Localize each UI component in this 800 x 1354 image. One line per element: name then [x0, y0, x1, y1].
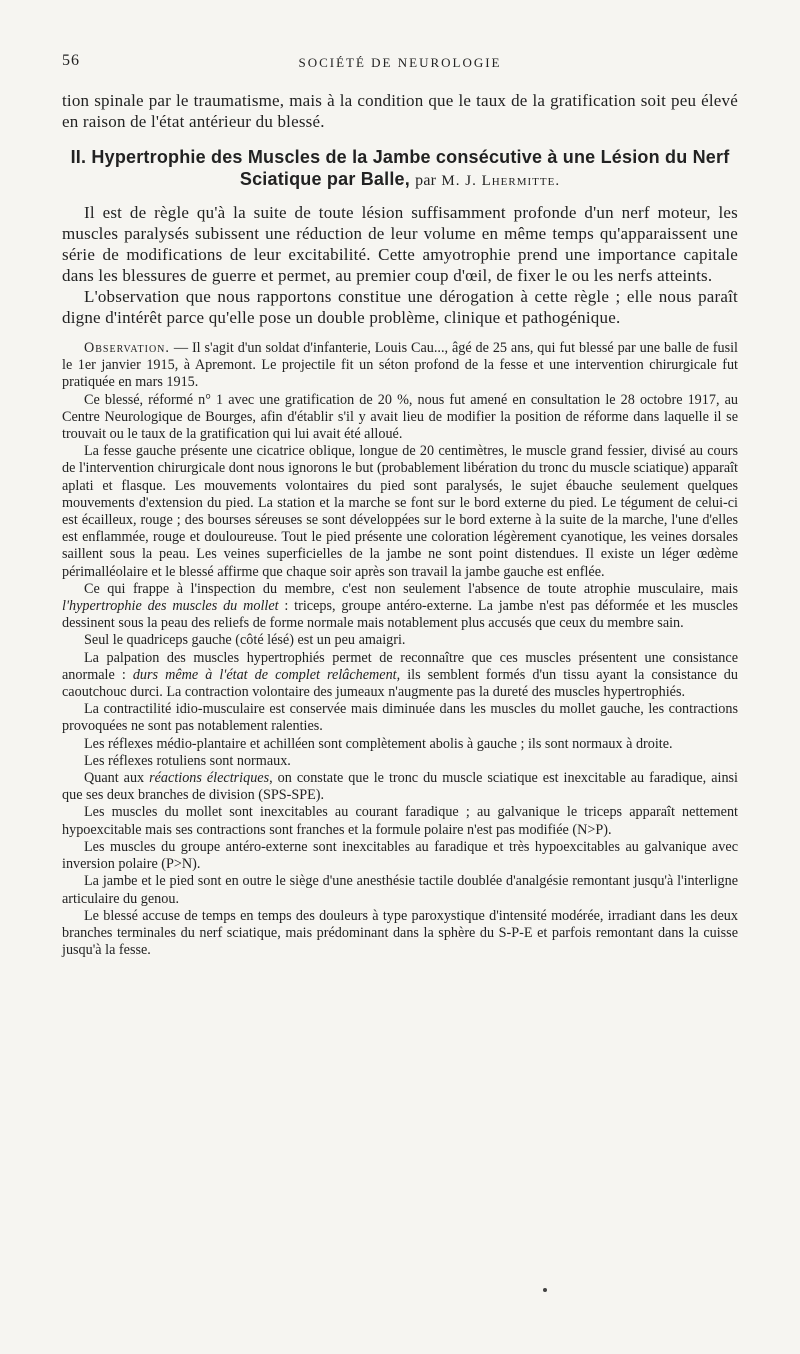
observation-paragraph [62, 650, 738, 702]
observation-paragraph: Seul le quadriceps gauche (côté lésé) est un peu amaigri. [84, 632, 406, 649]
observation-paragraph: Les réflexes médio-plantaire et achilléen sont complètement abolis à gauche ; ils sont normaux à droite. [84, 735, 673, 752]
intro-paragraph-2: L'observation que nous rapportons constitue une dérogation à cette règle ; elle nous paraît digne d'intérêt parce qu'elle pose un double problème, clinique et pathogénique. [62, 287, 738, 327]
observation-paragraph: La jambe et le pied sont en outre le siège d'une anesthésie tactile doublée d'analgésie remontant jusqu'à l'interligne articulaire du genou. [62, 873, 738, 907]
page-number: 56 [62, 52, 80, 69]
observation-text: — Il s'agit d'un soldat d'infanterie, Louis Cau..., âgé de 25 ans, qui fut blessé par une balle de fusil le 1er janvier 1915, à Apremont. Le projectile fit un séton profond de la fesse et une intervention chirurgicale fut pratiquée en mars 1915. [62, 340, 738, 391]
text-run: : triceps, groupe antéro-externe. La jambe n'est pas déformée et les muscles dessinent sous la peau des reliefs de forme normale mais notablement plus accusés que ceux du membre sain. [62, 598, 738, 632]
section-by: par [415, 172, 437, 189]
text-run: La palpation des muscles hypertrophiés permet de reconnaître que ces muscles présentent une consistance anormale : [62, 649, 738, 683]
text-run: , on constate que le tronc du muscle sciatique est inexcitable au faradique, ainsi que ses deux branches de division (SPS-SPE). [62, 770, 738, 804]
observation-paragraph: La fesse gauche présente une cicatrice oblique, longue de 20 centimètres, le muscle grand fessier, divisé au cours de l'intervention chirurgicale dont nous ignorons le but (probablement libération du tronc du muscle sciatique) apparaît aplati et flasque. Les mouvements volontaires du pied sont paralysés, le sujet ébauche seulement quelques mouvements d'extension du pied. La station et la marche se font sur le bord externe du pied. Le tégument de celui-ci est écailleux, rouge ; des bourses séreuses se sont développées sur le bord externe à la suite de la marche, l'une d'elles est enflammée, rouge et douloureuse. Tout le pied présente une coloration légèrement cyanotique, les veines dorsales saillent sous la peau. Les veines superficielles de la jambe ne sont point distendues. Il existe un léger œdème périmalléolaire et le blessé affirme que chaque soir après son travail la jambe gauche est enflée. [62, 443, 738, 580]
section-heading: Hypertrophie des Muscles de la Jambe consécutive à une Lésion du Nerf Sciatique par Balle, [91, 147, 730, 189]
text-run: Quant aux [84, 770, 150, 787]
text-run: , ils semblent formés d'un tissu ayant la consistance du caoutchouc durci. La contraction volontaire des jumeaux n'augmente pas la dureté des muscles hypertrophiés. [62, 666, 738, 701]
observation-paragraph [62, 581, 738, 633]
observation [62, 340, 738, 959]
journal-title: SOCIÉTÉ DE NEUROLOGIE [298, 55, 502, 70]
emphasis: durs même à l'état de complet relâchement [132, 666, 397, 683]
text-run: Ce qui frappe à l'inspection du membre, c'est non seulement l'absence de toute atrophie musculaire, mais [84, 580, 738, 597]
observation-label: Observation. [84, 340, 170, 356]
lead-paragraph: tion spinale par le traumatisme, mais à la condition que le taux de la gratification soit peu élevé en raison de l'état antérieur du blessé. [62, 91, 738, 131]
observation-paragraph: Les réflexes rotuliens sont normaux. [84, 752, 291, 769]
emphasis: l'hypertrophie des muscles du mollet [62, 598, 279, 615]
section-author: M. J. Lhermitte. [441, 173, 561, 189]
intro-paragraph-1: Il est de règle qu'à la suite de toute lésion suffisamment profonde d'un nerf moteur, les muscles paralysés subissent une réduction de leur volume en même temps qu'apparaissent une série de modifications de leur excitabilité. Cette amyotrophie prend une importance capitale dans les blessures de guerre et permet, au premier coup d'œil, de fixer le ou les nerfs atteints. [62, 203, 738, 285]
observation-paragraph: Le blessé accuse de temps en temps des douleurs à type paroxystique d'intensité modérée, irradiant dans les deux branches terminales du nerf sciatique, mais prédominant dans la sphère du S-P-E et parfois remontant dans la cuisse jusqu'à la fesse. [62, 907, 738, 959]
observation-paragraph: Les muscles du groupe antéro-externe sont inexcitables au faradique et très hypoexcitables au galvanique avec inversion polaire (P>N). [62, 838, 738, 873]
running-head [62, 52, 738, 78]
main-text [62, 90, 738, 328]
section-number: II. [70, 147, 87, 167]
ink-dot [543, 1288, 547, 1292]
intro [62, 202, 738, 328]
observation-paragraph: Ce blessé, réformé n° 1 avec une gratification de 20 %, nous fut amené en consultation le 28 octobre 1917, au Centre Neurologique de Bourges, afin d'établir s'il y avait lieu de modifier la position de réforme dans laquelle il se trouvait ou le taux de la gratification qui lui avait été alloué. [62, 391, 738, 443]
observation-paragraph [62, 340, 738, 392]
observation-paragraph [62, 770, 738, 804]
observation-paragraph: La contractilité idio-musculaire est conservée mais diminuée dans les muscles du mollet gauche, les contractions provoquées ne sont pas notablement ralenties. [62, 701, 738, 735]
emphasis: réactions électriques [149, 770, 270, 787]
section-title [62, 146, 738, 192]
observation-paragraph: Les muscles du mollet sont inexcitables au courant faradique ; au galvanique le triceps apparaît nettement hypoexcitable mais ses contractions sont franches et la formule polaire n'est pas modifiée (N>P). [62, 804, 738, 838]
